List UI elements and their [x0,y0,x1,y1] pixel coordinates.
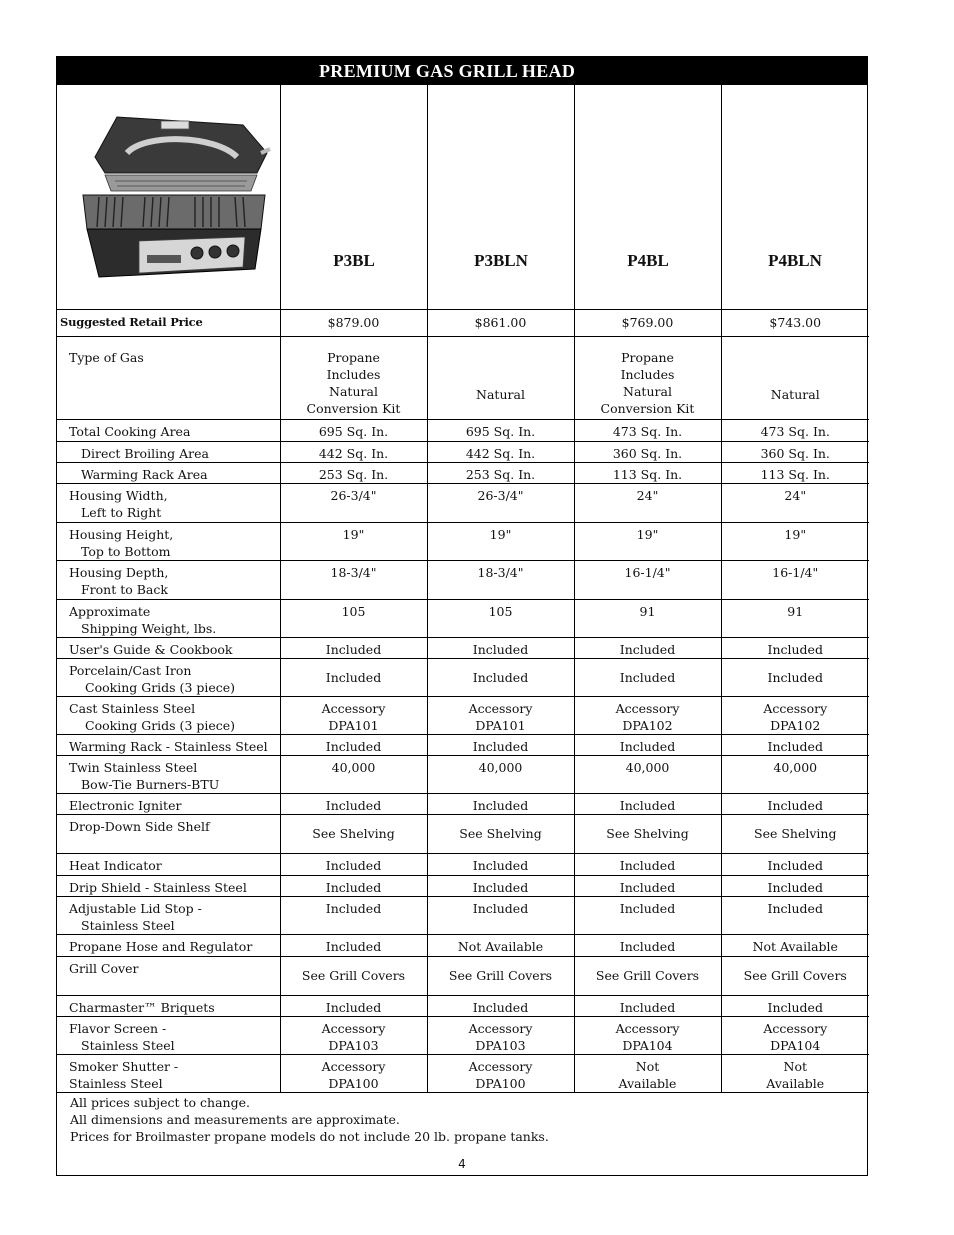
table-row [57,441,869,462]
divider [280,85,281,309]
cell-value: Included [427,658,574,696]
row-label [57,599,280,637]
row-label [57,793,280,814]
cell-value: 24" [721,483,869,522]
row-label [57,814,280,853]
cell-value: 19" [574,522,721,560]
row-label [57,696,280,734]
cell-value: Included [280,896,427,934]
row-label [57,1054,280,1092]
note-line: Prices for Broilmaster propane models do not include 20 lb. propane tanks. [70,1129,549,1144]
cell-value: Accessory DPA103 [427,1016,574,1054]
row-label-line: Stainless Steel [69,1075,163,1091]
row-label [57,462,280,483]
row-label-line: Flavor Screen - [69,1020,167,1036]
cell-value: 24" [574,483,721,522]
row-label-line: Propane Hose and Regulator [69,938,253,954]
notes [70,1094,549,1145]
table-row [57,696,869,734]
cell-value: Propane Includes Natural Conversion Kit [280,336,427,419]
table-row [57,1054,869,1092]
table-row [57,599,869,637]
cell-value: Included [280,875,427,896]
cell-value: Included [280,793,427,814]
cell-value: Included [574,734,721,755]
cell-value: Accessory DPA101 [280,696,427,734]
cell-value: 40,000 [427,755,574,793]
cell-value: Accessory DPA101 [427,696,574,734]
price-value: $879.00 [280,310,427,336]
row-label [57,483,280,522]
note-line: All prices subject to change. [70,1095,250,1110]
cell-value: Accessory DPA104 [574,1016,721,1054]
cell-value: Included [721,875,869,896]
cell-value: 16-1/4" [721,560,869,599]
cell-value: 40,000 [721,755,869,793]
table-row [57,956,869,995]
row-label [57,896,280,934]
row-label [57,995,280,1016]
cell-value: Propane Includes Natural Conversion Kit [574,336,721,419]
spec-table [57,310,869,1093]
cell-value: Accessory DPA102 [721,696,869,734]
cell-value: Included [721,995,869,1016]
cell-value: Included [574,658,721,696]
divider [427,85,428,309]
table-row [57,336,869,419]
table-row [57,462,869,483]
row-label-line: Total Cooking Area [69,423,191,439]
cell-value: See Shelving [574,814,721,853]
cell-value: 16-1/4" [574,560,721,599]
cell-value: Included [427,853,574,875]
cell-value: Included [427,637,574,658]
cell-value: 360 Sq. In. [721,441,869,462]
row-label-line: Housing Depth, [69,564,169,580]
row-label-line: Shipping Weight, lbs. [81,620,217,636]
cell-value: Included [574,637,721,658]
table-row [57,419,869,441]
price-value: $769.00 [574,310,721,336]
row-label-line: Electronic Igniter [69,797,182,813]
table-row [57,1016,869,1054]
cell-value: Accessory DPA102 [574,696,721,734]
cell-value: Included [574,896,721,934]
row-label [57,875,280,896]
table-row [57,734,869,755]
row-label [57,441,280,462]
cell-value: Not Available [574,1054,721,1092]
cell-value: See Grill Covers [280,956,427,995]
cell-value: Included [574,875,721,896]
table-end [57,1092,869,1093]
cell-value: See Shelving [280,814,427,853]
row-label-line: Approximate [69,603,151,619]
cell-value: 105 [280,599,427,637]
cell-value: Not Available [721,934,869,956]
row-label [57,755,280,793]
cell-value: Included [427,995,574,1016]
row-label [57,734,280,755]
cell-value: Included [427,875,574,896]
cell-value: Included [574,995,721,1016]
row-label-line: Adjustable Lid Stop - [69,900,202,916]
cell-value: Included [280,658,427,696]
table-row [57,658,869,696]
table-row [57,934,869,956]
cell-value: Included [280,637,427,658]
cell-value: See Grill Covers [721,956,869,995]
cell-value: Included [427,793,574,814]
cell-value: Included [721,637,869,658]
cell-value: 113 Sq. In. [721,462,869,483]
row-label-line: Grill Cover [69,960,139,976]
row-label-line: Drop-Down Side Shelf [69,818,210,834]
row-label-line: Warming Rack - Stainless Steel [69,738,268,754]
row-label [57,336,280,419]
row-label [57,419,280,441]
price-row [57,310,869,336]
cell-value: Included [574,793,721,814]
cell-value: Natural [427,336,574,419]
header-row [57,85,867,309]
model-name: P3BLN [474,251,528,270]
row-label-line: Type of Gas [69,349,144,365]
row-label [57,560,280,599]
divider [574,85,575,309]
table-row [57,853,869,875]
cell-value: See Grill Covers [574,956,721,995]
row-label-line: Heat Indicator [69,857,162,873]
cell-value: Included [280,995,427,1016]
cell-value: See Shelving [427,814,574,853]
row-label-line: Bow-Tie Burners-BTU [81,776,220,792]
cell-value: 442 Sq. In. [280,441,427,462]
price-value: $743.00 [721,310,869,336]
spec-sheet [56,56,868,1176]
row-label-line: Top to Bottom [81,543,171,559]
row-label-line: Stainless Steel [81,917,175,933]
row-label-line: Drip Shield - Stainless Steel [69,879,247,895]
cell-value: 473 Sq. In. [574,419,721,441]
row-label [57,956,280,995]
cell-value: 18-3/4" [280,560,427,599]
row-label [57,853,280,875]
table-row [57,793,869,814]
cell-value: 360 Sq. In. [574,441,721,462]
model-header-2 [428,85,574,309]
cell-value: 26-3/4" [427,483,574,522]
table-row [57,875,869,896]
price-value: $861.00 [427,310,574,336]
row-label-line: Housing Height, [69,526,174,542]
row-label-line: Cooking Grids (3 piece) [85,717,236,733]
grill-image-cell [57,85,280,309]
grill-image [75,109,275,289]
cell-value: 695 Sq. In. [280,419,427,441]
row-label-line: Cooking Grids (3 piece) [85,679,236,695]
table-end-rule [57,1092,869,1093]
cell-value: Natural [721,336,869,419]
cell-value: 19" [721,522,869,560]
cell-value: 473 Sq. In. [721,419,869,441]
table-row [57,896,869,934]
cell-value: 695 Sq. In. [427,419,574,441]
note-line: All dimensions and measurements are approximate. [70,1112,400,1127]
cell-value: Included [574,853,721,875]
row-label [57,637,280,658]
cell-value: Included [427,734,574,755]
cell-value: Accessory DPA104 [721,1016,869,1054]
row-label-line: Left to Right [81,504,162,520]
model-header-4 [722,85,868,309]
table-row [57,755,869,793]
cell-value: 18-3/4" [427,560,574,599]
cell-value: Included [721,658,869,696]
cell-value: 105 [427,599,574,637]
cell-value: Included [574,934,721,956]
price-label: Suggested Retail Price [57,310,280,336]
table-row [57,560,869,599]
cell-value: Accessory DPA100 [427,1054,574,1092]
cell-value: Included [721,853,869,875]
model-name: P3BL [333,251,375,270]
model-header-1 [281,85,427,309]
cell-value: 91 [721,599,869,637]
cell-value: 26-3/4" [280,483,427,522]
cell-value: Included [280,853,427,875]
cell-value: Not Available [721,1054,869,1092]
row-label [57,658,280,696]
cell-value: 19" [427,522,574,560]
cell-value: 91 [574,599,721,637]
page-title: PREMIUM GAS GRILL HEAD [57,57,867,85]
cell-value: 19" [280,522,427,560]
cell-value: See Grill Covers [427,956,574,995]
cell-value: Included [427,896,574,934]
cell-value: 442 Sq. In. [427,441,574,462]
cell-value: 113 Sq. In. [574,462,721,483]
divider [721,85,722,309]
cell-value: Included [721,793,869,814]
row-label-line: Front to Back [81,581,168,597]
cell-value: Accessory DPA100 [280,1054,427,1092]
table-row [57,814,869,853]
table-row [57,522,869,560]
row-label-line: Smoker Shutter - [69,1058,179,1074]
row-label [57,522,280,560]
cell-value: 40,000 [574,755,721,793]
model-name: P4BLN [768,251,822,270]
row-label-line: Cast Stainless Steel [69,700,196,716]
model-name: P4BL [627,251,669,270]
row-label-line: Charmaster™ Briquets [69,999,215,1015]
cell-value: Accessory DPA103 [280,1016,427,1054]
cell-value: Included [721,734,869,755]
cell-value: Included [280,934,427,956]
table-row [57,483,869,522]
table-row [57,995,869,1016]
row-label [57,934,280,956]
row-label-line: Twin Stainless Steel [69,759,198,775]
cell-value: Included [721,896,869,934]
row-label-line: User's Guide & Cookbook [69,641,233,657]
table-row [57,637,869,658]
page-number: 4 [458,1157,466,1171]
row-label-line: Stainless Steel [81,1037,175,1053]
row-label [57,1016,280,1054]
row-label-line: Porcelain/Cast Iron [69,662,192,678]
cell-value: Included [280,734,427,755]
cell-value: See Shelving [721,814,869,853]
row-label-line: Direct Broiling Area [81,445,209,461]
cell-value: 253 Sq. In. [280,462,427,483]
cell-value: 40,000 [280,755,427,793]
row-label-line: Housing Width, [69,487,168,503]
cell-value: 253 Sq. In. [427,462,574,483]
cell-value: Not Available [427,934,574,956]
row-label-line: Warming Rack Area [81,466,208,482]
model-header-3 [575,85,721,309]
